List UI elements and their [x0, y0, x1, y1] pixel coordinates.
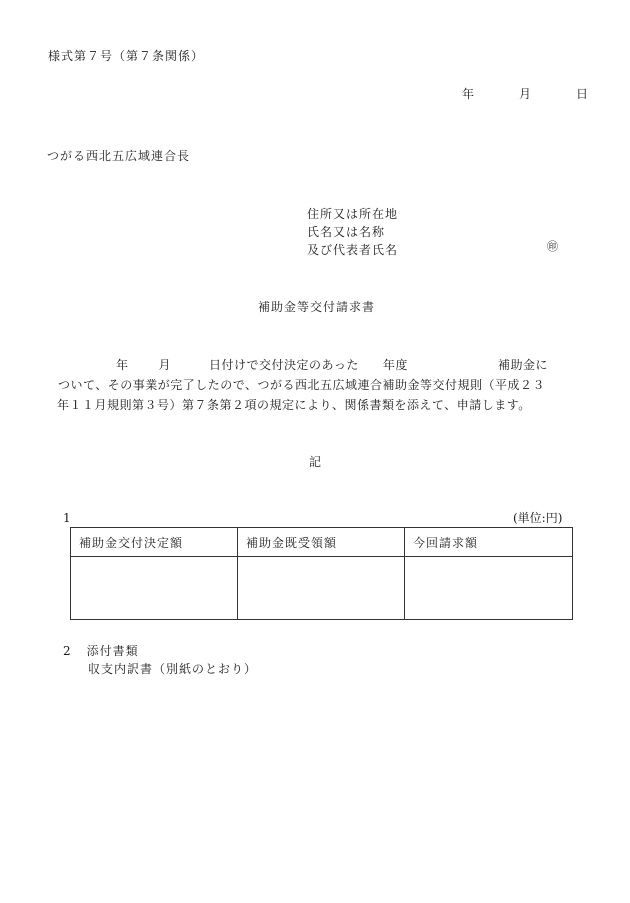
item-2-number: 2	[63, 644, 71, 658]
table-row	[71, 557, 573, 620]
cell-request-amount[interactable]	[405, 557, 573, 620]
header-request-amount: 今回請求額	[405, 528, 573, 557]
document-title: 補助金等交付請求書	[258, 300, 376, 314]
unit-label: (単位:円)	[513, 511, 563, 525]
amounts-table	[70, 527, 573, 620]
address-label: 住所又は所在地	[307, 207, 399, 221]
item-1-number: 1	[63, 511, 71, 525]
name-label: 氏名又は名称	[307, 225, 386, 239]
body-fiscal-year: 年度	[382, 358, 408, 372]
table-header-row	[71, 528, 573, 557]
cell-received-amount[interactable]	[238, 557, 405, 620]
representative-label: 及び代表者氏名	[307, 243, 399, 257]
body-dated: 日付けで交付決定のあった	[209, 358, 359, 372]
body-month: 月	[158, 358, 172, 372]
seal-mark: ㊞	[547, 240, 558, 253]
attachment-item: 収支内訳書（別紙のとおり）	[88, 662, 258, 676]
date-line	[462, 88, 588, 100]
header-decision-amount: 補助金交付決定額	[71, 528, 238, 557]
date-month: 月	[519, 87, 532, 101]
body-line-1	[58, 355, 548, 375]
header-received-amount: 補助金既受領額	[238, 528, 405, 557]
cell-decision-amount[interactable]	[71, 557, 238, 620]
date-day: 日	[576, 87, 589, 101]
applicant-block	[307, 205, 398, 259]
form-number: 様式第７号（第７条関係）	[48, 49, 205, 63]
body-line-2: ついて、その事業が完了したので、つがる西北五広域連合補助金等交付規則（平成２３	[58, 378, 546, 392]
body-line-3: 年１１月規則第３号）第７条第２項の規定により、関係書類を添えて、申請します。	[57, 398, 531, 412]
body-year: 年	[116, 358, 129, 372]
date-year: 年	[462, 87, 475, 101]
addressee: つがる西北五広域連合長	[47, 149, 191, 163]
item-2	[63, 645, 139, 657]
request-body	[58, 355, 548, 415]
item-2-label: 添付書類	[86, 644, 139, 658]
body-subsidy: 補助金に	[497, 358, 548, 372]
ki-heading: 記	[309, 455, 322, 469]
